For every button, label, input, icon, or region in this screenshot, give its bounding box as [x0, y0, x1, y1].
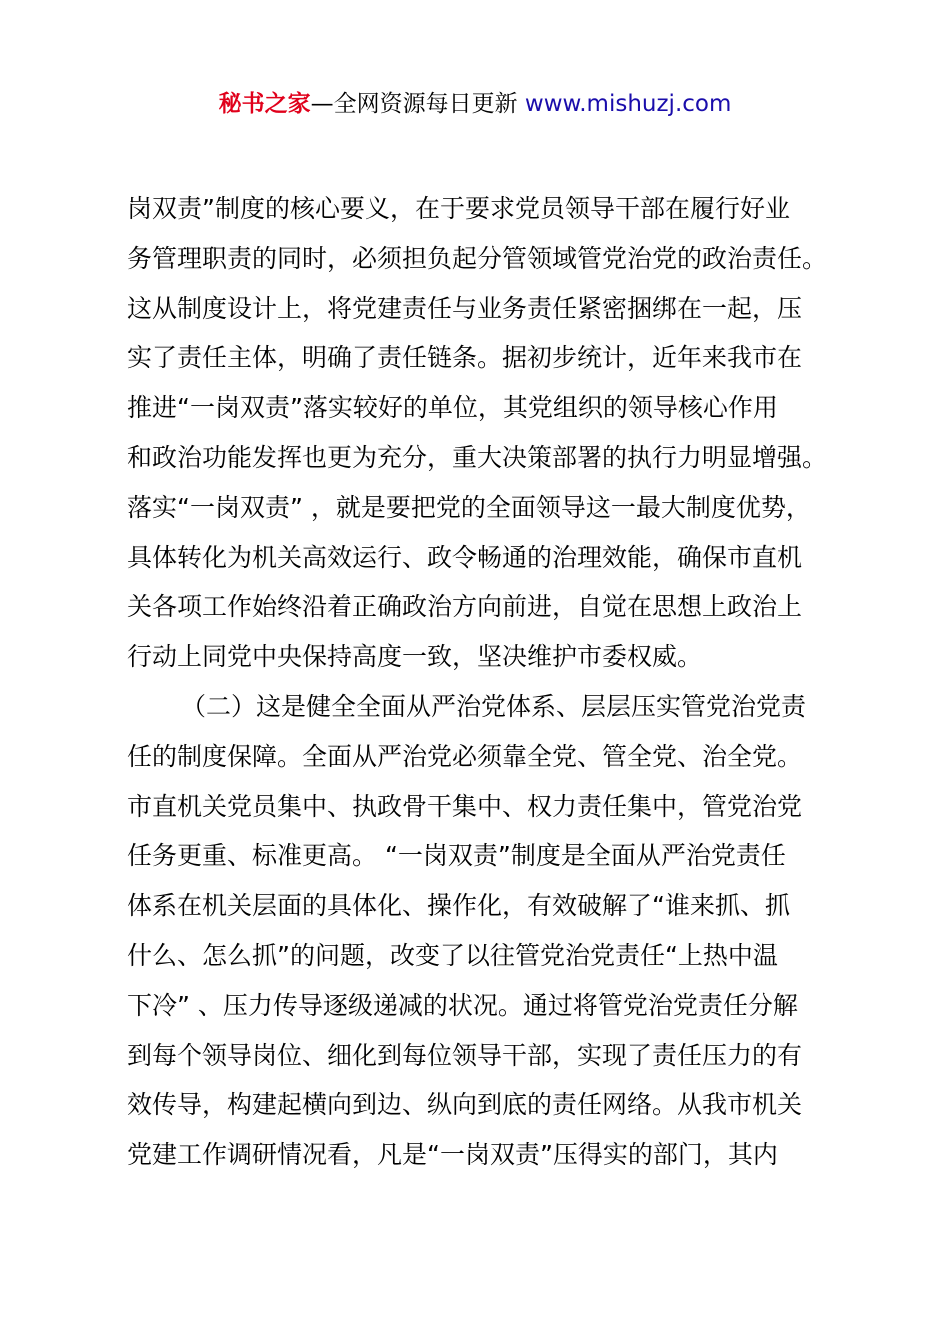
text-line: 落实“一岗双责” ，就是要把党的全面领导这一最大制度优势，: [127, 492, 811, 522]
text-line: 市直机关党员集中、执政骨干集中、权力责任集中，管党治党: [127, 791, 803, 821]
text-line: 推进“一岗双责”落实较好的单位，其党组织的领导核心作用: [127, 393, 778, 423]
text-line: 效传导，构建起横向到边、纵向到底的责任网络。从我市机关: [127, 1090, 803, 1120]
text-line: 党建工作调研情况看，凡是“一岗双责”压得实的部门，其内: [127, 1140, 778, 1170]
text-line: 实了责任主体，明确了责任链条。据初步统计，近年来我市在: [127, 343, 803, 373]
text-line: 具体转化为机关高效运行、政令畅通的治理效能，确保市直机: [127, 542, 803, 572]
text-line: 体系在机关层面的具体化、操作化，有效破解了“谁来抓、抓: [127, 891, 790, 921]
text-line: 务管理职责的同时，必须担负起分管领域管党治党的政治责任。: [127, 243, 828, 273]
text-line: 什么、怎么抓”的问题，改变了以往管党治党责任“上热中温: [127, 940, 778, 970]
section-heading-line: （二）这是健全全面从严治党体系、层层压实管党治党责: [181, 691, 807, 721]
text-line: 关各项工作始终沿着正确政治方向前进，自觉在思想上政治上: [127, 592, 803, 622]
website-url[interactable]: www.mishuzj.com: [524, 91, 732, 117]
document-body: [127, 184, 847, 1180]
text-line: 这从制度设计上，将党建责任与业务责任紧密捆绑在一起，压: [127, 293, 803, 323]
header-tagline: —全网资源每日更新: [310, 91, 525, 117]
brand-name: 秘书之家: [218, 91, 311, 117]
text-line: 下冷” 、压力传导逐级递减的状况。通过将管党治党责任分解: [127, 990, 798, 1020]
text-line: 任务更重、标准更高。 “一岗双责”制度是全面从严治党责任: [127, 841, 786, 871]
text-line: 和政治功能发挥也更为充分，重大决策部署的执行力明显增强。: [127, 442, 828, 472]
text-line: 到每个领导岗位、细化到每位领导干部，实现了责任压力的有: [127, 1040, 803, 1070]
text-line: 岗双责”制度的核心要义，在于要求党员领导干部在履行好业: [127, 194, 790, 223]
text-line: 任的制度保障。全面从严治党必须靠全党、管全党、治全党。: [127, 741, 803, 771]
page-header: [0, 88, 950, 120]
text-line: 行动上同党中央保持高度一致，坚决维护市委权威。: [127, 642, 703, 672]
